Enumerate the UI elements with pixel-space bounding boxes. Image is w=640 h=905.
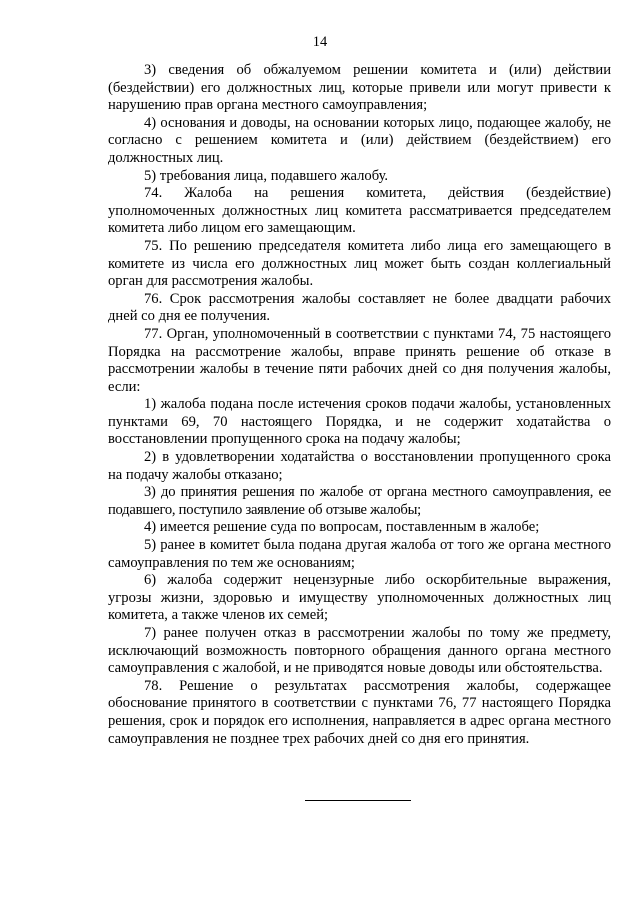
list-item-77-7: 7) ранее получен отказ в рассмотрении жалобы по тому же предмету, исключающий возможность повторного обращения данного органа местного самоуправления с жалобой, и не приводятся новые доводы или обстоятельства.: [108, 625, 611, 677]
list-item-77-1: 1) жалоба подана после истечения сроков подачи жалобы, установленных пунктами 69, 70 настоящего Порядка, и не содержит ходатайства о восстановлении пропущенного срока на подачу жалобы;: [108, 396, 611, 448]
paragraph-3-appeal-details: 3) сведения об обжалуемом решении комитета и (или) действии (бездействии) его должностных лиц, которые привели или могут привести к нарушению прав органа местного самоуправления;: [108, 62, 611, 114]
list-item-77-2: 2) в удовлетворении ходатайства о восстановлении пропущенного срока на подачу жалобы отказано;: [108, 449, 611, 483]
paragraph-74: 74. Жалоба на решения комитета, действия (бездействие) уполномоченных должностных лиц комитета рассматривается председателем комитета либо лицом его замещающим.: [108, 185, 611, 237]
document-body: [108, 62, 611, 748]
paragraph-75: 75. По решению председателя комитета либо лица его замещающего в комитете из числа его должностных лиц может быть создан коллегиальный орган для рассмотрения жалобы.: [108, 237, 611, 290]
list-item-77-3: 3) до принятия решения по жалобе от органа местного самоуправления, ее подавшего, поступило заявление об отзыве жалобы;: [108, 484, 611, 518]
paragraph-77: 77. Орган, уполномоченный в соответствии с пунктами 74, 75 настоящего Порядка на рассмотрение жалобы, вправе принять решение об отказе в рассмотрении жалобы в течение пяти рабочих дней со дня получения жалобы, если:: [108, 325, 611, 395]
paragraph-5-requirements: 5) требования лица, подавшего жалобу.: [144, 167, 389, 184]
end-of-document-rule: [305, 800, 411, 801]
paragraph-76: 76. Срок рассмотрения жалобы составляет не более двадцати рабочих дней со дня ее получения.: [108, 290, 611, 325]
paragraph-4-grounds: 4) основания и доводы, на основании которых лицо, подающее жалобу, не согласно с решением комитета и (или) действием (бездействием) его должностных лиц.: [108, 114, 611, 166]
list-item-77-6: 6) жалоба содержит нецензурные либо оскорбительные выражения, угрозы жизни, здоровью и имуществу уполномоченных должностных лиц комитета, а также членов их семей;: [108, 572, 611, 624]
list-item-77-4: 4) имеется решение суда по вопросам, поставленным в жалобе;: [144, 519, 540, 536]
paragraph-78: 78. Решение о результатах рассмотрения жалобы, содержащее обоснование принятого в соответствии с пунктами 76, 77 настоящего Порядка решения, срок и порядок его исполнения, направляется в адрес органа местного самоуправления не позднее трех рабочих дней со дня его принятия.: [108, 677, 611, 747]
list-item-77-5: 5) ранее в комитет была подана другая жалоба от того же органа местного самоуправления по тем же основаниям;: [108, 537, 611, 571]
page-number: 14: [312, 34, 328, 50]
